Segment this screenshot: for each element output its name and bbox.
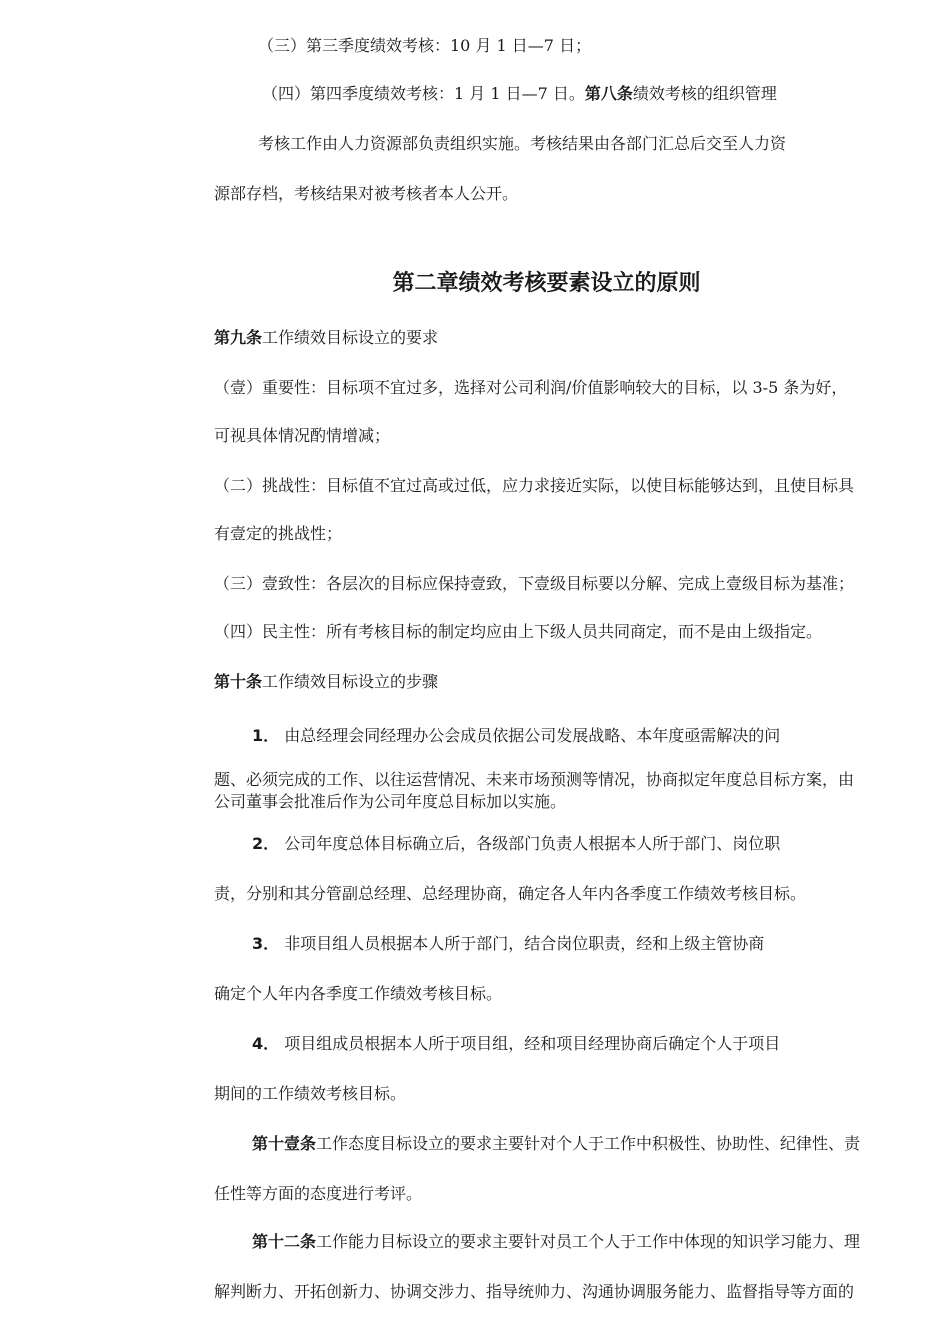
text-line: （壹）重要性：目标项不宜过多，选择对公司利润/价值影响较大的目标，以 3-5 条为好， <box>214 378 848 397</box>
text-span: 项目组成员根据本人所于项目组，经和项目经理协商后确定个人于项目 <box>284 1034 781 1053</box>
text-line: （二）挑战性：目标值不宜过高或过低，应力求接近实际，以使目标能够达到，且使目标具 <box>214 476 855 495</box>
text-line: （四）民主性：所有考核目标的制定均应由上下级人员共同商定，而不是由上级指定。 <box>214 622 823 641</box>
text-line <box>252 1232 860 1252</box>
text-span: 绩效考核的组织管理 <box>632 84 777 103</box>
step-number: 2． <box>252 834 280 853</box>
text-line: 解判断力、开拓创新力、协调交涉力、指导统帅力、沟通协调服务能力、监督指导等方面的 <box>214 1282 855 1301</box>
text-line: 期间的工作绩效考核目标。 <box>214 1084 407 1103</box>
text-line <box>252 934 764 954</box>
text-line <box>252 1034 780 1054</box>
text-line <box>214 328 438 348</box>
text-span: 由总经理会同经理办公会成员依据公司发展战略、本年度亟需解决的问 <box>284 726 781 745</box>
article-heading: 第十二条 <box>252 1232 317 1251</box>
text-line: 确定个人年内各季度工作绩效考核目标。 <box>214 984 503 1003</box>
text-line: 考核工作由人力资源部负责组织实施。考核结果由各部门汇总后交至人力资 <box>258 134 787 153</box>
text-line: （三）壹致性：各层次的目标应保持壹致，下壹级目标要以分解、完成上壹级目标为基准； <box>214 574 855 593</box>
text-line <box>252 726 780 746</box>
text-line: 有壹定的挑战性； <box>214 524 343 543</box>
text-span: 工作绩效目标设立的步骤 <box>262 672 439 691</box>
article-heading: 第十壹条 <box>252 1134 317 1153</box>
text-line: 可视具体情况酌情增减； <box>214 426 391 445</box>
text-line: 公司董事会批准后作为公司年度总目标加以实施。 <box>214 792 567 811</box>
text-span: （四）第四季度绩效考核：1 月 1 日—7 日。 <box>262 84 585 103</box>
text-line <box>214 672 438 692</box>
text-span: 工作能力目标设立的要求主要针对员工个人于工作中体现的知识学习能力、理 <box>316 1232 861 1251</box>
step-number: 1． <box>252 726 280 745</box>
text-line <box>262 84 777 104</box>
article-heading: 第十条 <box>214 672 263 691</box>
step-number: 3． <box>252 934 280 953</box>
text-line: 责，分别和其分管副总经理、总经理协商，确定各人年内各季度工作绩效考核目标。 <box>214 884 807 903</box>
text-span: 工作态度目标设立的要求主要针对个人于工作中积极性、协助性、纪律性、责 <box>316 1134 861 1153</box>
article-heading: 第九条 <box>214 328 263 347</box>
text-line: 题、必须完成的工作、以往运营情况、未来市场预测等情况，协商拟定年度总目标方案，由 <box>214 770 855 789</box>
article-heading: 第八条 <box>584 84 633 103</box>
text-line: （三）第三季度绩效考核：10 月 1 日—7 日； <box>258 36 592 55</box>
step-number: 4． <box>252 1034 280 1053</box>
text-line <box>252 834 780 854</box>
text-span: 非项目组人员根据本人所于部门，结合岗位职责，经和上级主管协商 <box>284 934 765 953</box>
chapter-title: 第二章绩效考核要素设立的原则 <box>392 271 701 296</box>
text-span: 公司年度总体目标确立后，各级部门负责人根据本人所于部门、岗位职 <box>284 834 781 853</box>
text-line <box>252 1134 860 1154</box>
text-line: 源部存档，考核结果对被考核者本人公开。 <box>214 184 519 203</box>
text-span: 工作绩效目标设立的要求 <box>262 328 439 347</box>
text-line: 任性等方面的态度进行考评。 <box>214 1184 423 1203</box>
